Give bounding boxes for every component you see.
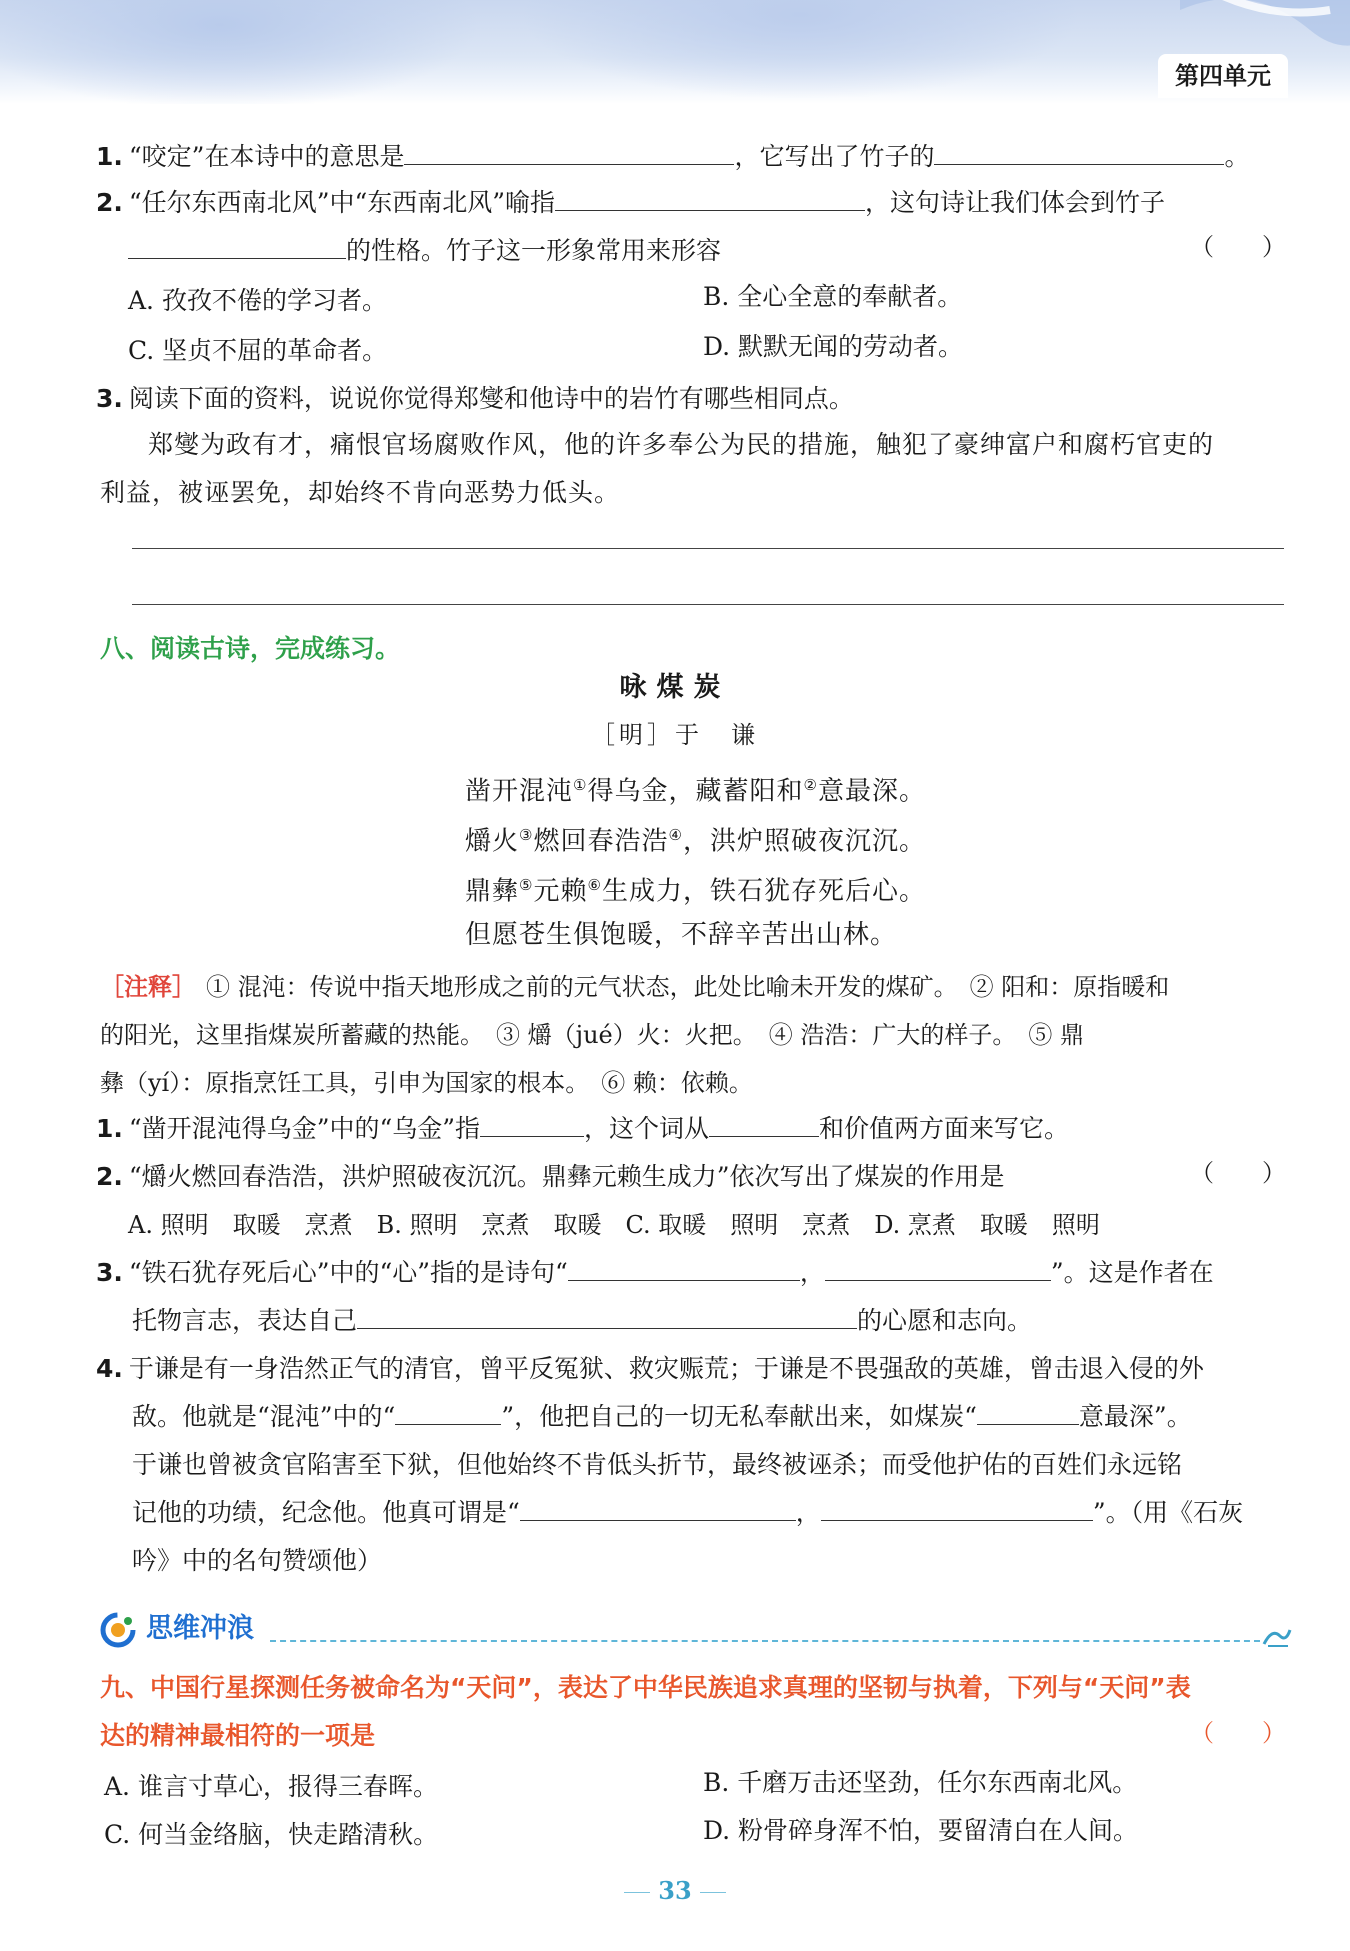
material-line-2: 利益，被诬罢免，却始终不肯向恶势力低头。 (100, 478, 621, 507)
answer-blank[interactable] (395, 1400, 501, 1425)
answer-blank[interactable] (709, 1112, 819, 1137)
poem-author: ［明］于 谦 (591, 721, 759, 749)
answer-blank[interactable] (568, 1256, 800, 1281)
poem-line-1: 凿开混沌①得乌金，藏蓄阳和②意最深。 (465, 776, 926, 807)
q9-option-a: A. 谁言寸草心，报得三春晖。 (104, 1772, 438, 1801)
poem-line-2: 爝火③燃回春浩浩④，洪炉照破夜沉沉。 (465, 826, 926, 857)
answer-blank[interactable] (404, 140, 734, 165)
material-line-1: 郑燮为政有才，痛恨官场腐败作风，他的许多奉公为民的措施，触犯了豪绅富户和腐朽官吏的 (148, 430, 1215, 459)
unit-label: 第四单元 (1158, 54, 1288, 98)
q8-2: 2. “爝火燃回春浩浩，洪炉照破夜沉沉。鼎彝元赖生成力”依次写出了煤炭的作用是 (96, 1162, 1005, 1191)
q7-3: 3. 阅读下面的资料，说说你觉得郑燮和他诗中的岩竹有哪些相同点。 (96, 384, 854, 413)
answer-blank[interactable] (555, 186, 865, 211)
answer-blank[interactable] (520, 1496, 796, 1521)
answer-blank[interactable] (821, 1496, 1093, 1521)
q8-1: 1. “凿开混沌得乌金”中的“乌金”指 ，这个词从 和价值两方面来写它。 (96, 1114, 1070, 1143)
q8-4-line2: 敌。他就是“混沌”中的“ ”，他把自己的一切无私奉献出来，如煤炭“ 意最深”。 (132, 1402, 1192, 1431)
notes-line-3: 彝（yí）：原指烹饪工具，引申为国家的根本。 ⑥ 赖：依赖。 (100, 1069, 753, 1097)
q8-2-options: A. 照明 取暖 烹煮 B. 照明 烹煮 取暖 C. 取暖 照明 烹煮 D. 烹煮 取暖 照明 (128, 1211, 1100, 1239)
option-a: A. 孜孜不倦的学习者。 (128, 286, 387, 315)
option-d: D. 默默无闻的劳动者。 (703, 332, 964, 361)
q9-line-2: 达的精神最相符的一项是 (100, 1721, 376, 1750)
answer-line[interactable] (132, 604, 1284, 605)
section-8-title: 八、阅读古诗，完成练习。 (100, 634, 401, 663)
q8-4: 4. 于谦是有一身浩然正气的清官，曾平反冤狱、救灾赈荒；于谦是不畏强敌的英雄，曾击退入侵的外 (96, 1354, 1204, 1383)
q9-option-d: D. 粉骨碎身浑不怕，要留清白在人间。 (703, 1816, 1139, 1845)
answer-line[interactable] (132, 548, 1284, 549)
q8-3-line2: 托物言志，表达自己 的心愿和志向。 (132, 1306, 1033, 1335)
answer-blank[interactable] (825, 1256, 1051, 1281)
answer-paren[interactable]: （ ） (1190, 1719, 1286, 1747)
q8-4-line3: 于谦也曾被贪官陷害至下狱，但他始终不肯低头折节，最终被诬杀；而受他护佑的百姓们永远铭 (132, 1450, 1183, 1479)
q7-2: 2. “任尔东西南北风”中“东西南北风”喻指 ，这句诗让我们体会到竹子 (96, 188, 1166, 217)
option-b: B. 全心全意的奉献者。 (703, 282, 963, 311)
q8-3: 3. “铁石犹存死后心”中的“心”指的是诗句“ ， ”。这是作者在 (96, 1258, 1214, 1287)
answer-paren[interactable]: （ ） (1190, 233, 1286, 261)
q9-option-b: B. 千磨万击还坚劲，任尔东西南北风。 (703, 1768, 1138, 1797)
dashed-divider (270, 1640, 1260, 1642)
notes-line-1: ［注释］ ① 混沌：传说中指天地形成之前的元气状态，此处比喻未开发的煤矿。 ② 阳和：原指暖和 (100, 970, 1169, 1004)
answer-paren[interactable]: （ ） (1190, 1159, 1286, 1187)
notes-tag: ［注释］ (100, 973, 196, 1001)
q7-2-line2: 的性格。竹子这一形象常用来形容 (128, 234, 721, 268)
think-section-title: 思维冲浪 (146, 1613, 254, 1644)
notes-line-2: 的阳光，这里指煤炭所蓄藏的热能。 ③ 爝（jué）火：火把。 ④ 浩浩：广大的样子。 ⑤ 鼎 (100, 1021, 1084, 1049)
q9-option-c: C. 何当金络脑，快走踏清秋。 (104, 1820, 439, 1849)
q7-1: 1. “咬定”在本诗中的意思是 ，它写出了竹子的 。 (96, 142, 1250, 171)
answer-blank[interactable] (357, 1304, 857, 1329)
answer-blank[interactable] (934, 140, 1224, 165)
answer-blank[interactable] (480, 1112, 584, 1137)
answer-blank[interactable] (977, 1400, 1079, 1425)
q9-line-1: 九、中国行星探测任务被命名为“天问”，表达了中华民族追求真理的坚韧与执着，下列与“天问”表 (100, 1673, 1191, 1702)
header-banner (0, 0, 1350, 104)
option-c: C. 坚贞不屈的革命者。 (128, 336, 388, 365)
poem-line-3: 鼎彝⑤元赖⑥生成力，铁石犹存死后心。 (465, 876, 926, 907)
swirl-icon (100, 1612, 136, 1648)
q8-4-line4: 记他的功绩，纪念他。他真可谓是“ ， ”。（用《石灰 (132, 1498, 1244, 1527)
poem-title: 咏煤炭 (619, 672, 731, 703)
poem-line-4: 但愿苍生俱饱暖，不辞辛苦出山林。 (465, 920, 898, 950)
answer-blank[interactable] (128, 234, 346, 259)
wave-icon (1262, 1624, 1292, 1648)
q8-4-line5: 吟》中的名句赞颂他） (132, 1546, 383, 1575)
page-number: 33 (0, 1876, 1350, 1906)
